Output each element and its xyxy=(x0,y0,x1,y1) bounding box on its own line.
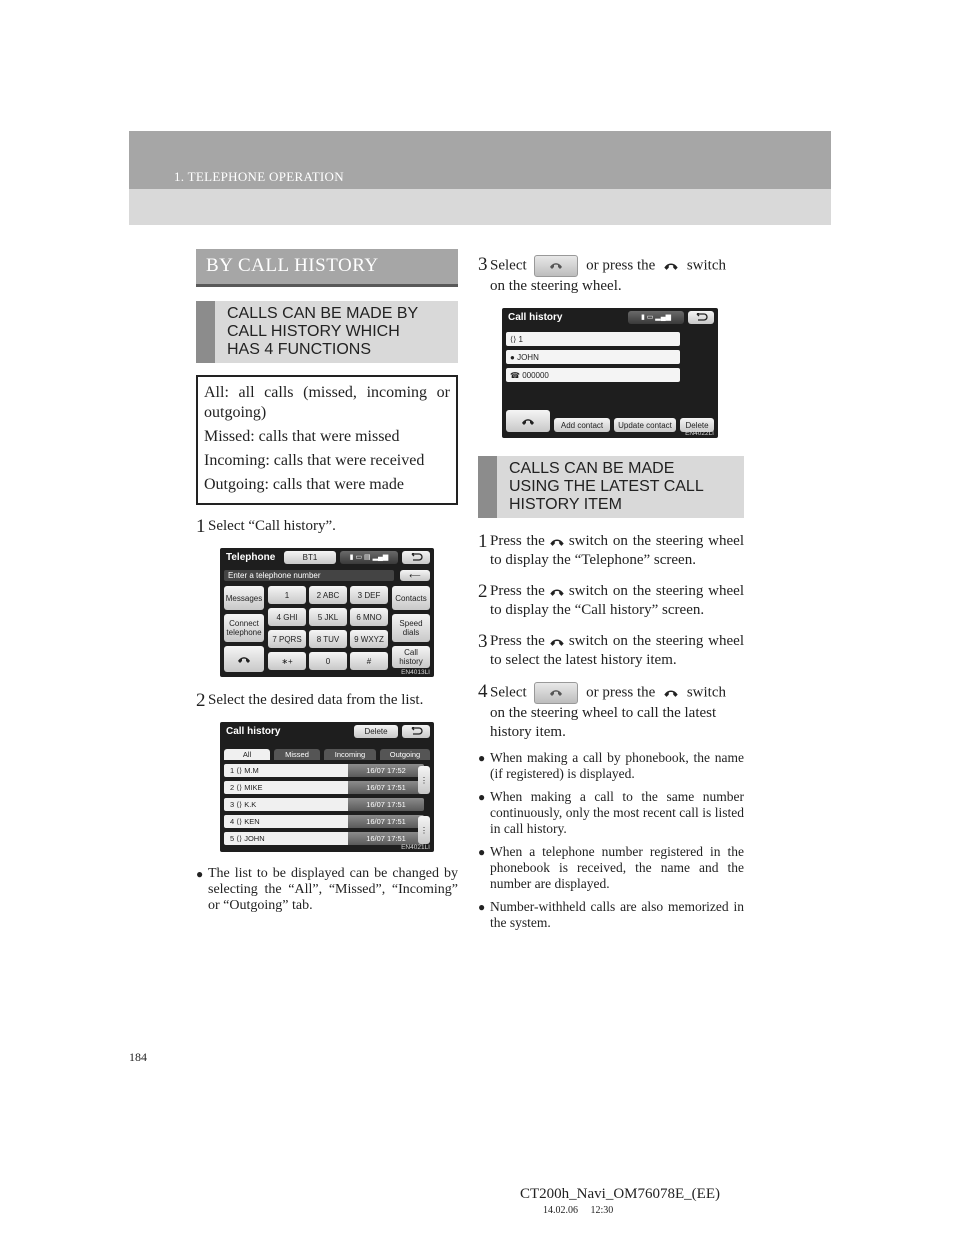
page-header xyxy=(129,131,831,225)
tab-missed[interactable]: Missed xyxy=(274,749,320,760)
phone-switch-icon xyxy=(663,261,679,271)
history-row[interactable]: 5 ⟨⟩ JOHN 16/07 17:51 xyxy=(224,832,424,845)
history-row[interactable]: 2 ⟨⟩ MIKE 16/07 17:51 xyxy=(224,781,424,794)
status-icons: ▮ ▭ ▂▄▆ xyxy=(628,311,684,324)
call-history-screenshot xyxy=(220,722,434,852)
right-column xyxy=(478,249,744,931)
figure-code: EN4013LI xyxy=(401,669,430,676)
device-button[interactable]: BT1 xyxy=(284,551,336,564)
field-name: ● JOHN xyxy=(506,350,680,364)
messages-button[interactable]: Messages xyxy=(224,586,264,610)
note-bullet: ● When making a call by phonebook, the name (if registered) is displayed. xyxy=(478,750,744,781)
key-4[interactable]: 4 GHI xyxy=(268,608,306,626)
number-input[interactable]: Enter a telephone number xyxy=(224,570,394,581)
key-6[interactable]: 6 MNO xyxy=(350,608,388,626)
add-contact-button[interactable]: Add contact xyxy=(554,418,610,432)
update-contact-button[interactable]: Update contact xyxy=(614,418,676,432)
tab-all[interactable]: All xyxy=(224,749,270,760)
key-star[interactable]: ∗+ xyxy=(268,652,306,670)
back-arrow-icon xyxy=(409,553,423,562)
print-stamp: 14.02.06 12:30 xyxy=(543,1205,614,1216)
note-bullet: ● Number-withheld calls are also memorized in the system. xyxy=(478,899,744,930)
connect-telephone-button[interactable]: Connect telephone xyxy=(224,614,264,642)
contacts-button[interactable]: Contacts xyxy=(392,586,430,610)
call-button[interactable] xyxy=(224,646,264,672)
back-button[interactable] xyxy=(688,311,714,324)
latest-step-3: 3 Press the switch on the steering wheel to select the latest history item. xyxy=(478,631,744,668)
note-bullet: ● When making a call to the same number continuously, only the most recent call is listed in call history. xyxy=(478,789,744,836)
figure-code: EN4022LI xyxy=(685,430,714,437)
backspace-button[interactable]: ⟵ xyxy=(400,570,430,581)
document-id: CT200h_Navi_OM76078E_(EE) xyxy=(520,1186,720,1202)
section-heading: 1. TELEPHONE OPERATION xyxy=(174,169,344,184)
function-missed: Missed: calls that were missed xyxy=(204,428,400,445)
phone-icon xyxy=(549,688,563,697)
phone-switch-icon xyxy=(549,587,565,597)
function-incoming: Incoming: calls that were received xyxy=(204,452,425,469)
back-button[interactable] xyxy=(402,551,430,564)
back-button[interactable] xyxy=(402,725,430,738)
phone-switch-icon xyxy=(549,637,565,647)
key-3[interactable]: 3 DEF xyxy=(350,586,388,604)
subheading-text: CALLS CAN BE MADE BY CALL HISTORY WHICH HAS 4 FUNCTIONS xyxy=(227,305,418,358)
tab-outgoing[interactable]: Outgoing xyxy=(380,749,430,760)
status-icons: ▮ ▭ ▤ ▂▄▆ xyxy=(340,551,398,564)
function-outgoing: Outgoing: calls that were made xyxy=(204,476,404,493)
back-arrow-icon xyxy=(694,313,708,322)
step-2: 2 Select the desired data from the list. xyxy=(196,690,424,711)
key-1[interactable]: 1 xyxy=(268,586,306,604)
latest-step-2: 2 Press the switch on the steering wheel to display the “Call history” screen. xyxy=(478,581,744,618)
call-button-image xyxy=(534,255,578,277)
call-button-image xyxy=(534,682,578,704)
tab-incoming[interactable]: Incoming xyxy=(324,749,376,760)
key-2[interactable]: 2 ABC xyxy=(309,586,347,604)
left-bullet: ● The list to be displayed can be changed by selecting the “All”, “Missed”, “Incoming” or “Outgoing” tab. xyxy=(196,866,458,913)
back-arrow-icon xyxy=(409,727,423,736)
note-bullet: ● When a telephone number registered in the phonebook is received, the name and the number are displayed. xyxy=(478,844,744,891)
phone-icon xyxy=(521,417,535,426)
key-9[interactable]: 9 WXYZ xyxy=(350,630,388,648)
speed-dials-button[interactable]: Speed dials xyxy=(392,614,430,642)
latest-step-1: 1 Press the switch on the steering wheel to display the “Telephone” screen. xyxy=(478,531,744,568)
subheading xyxy=(478,456,744,518)
section-title: BY CALL HISTORY xyxy=(196,249,458,287)
phone-switch-icon xyxy=(663,688,679,698)
screen-title: Call history xyxy=(508,312,563,323)
telephone-screenshot xyxy=(220,548,434,677)
scroll-up-button[interactable]: ⋮ xyxy=(418,766,430,794)
screen-title: Telephone xyxy=(226,552,276,563)
delete-button[interactable]: Delete xyxy=(680,418,714,432)
page-number: 184 xyxy=(129,1050,147,1064)
scroll-down-button[interactable]: ⋮ xyxy=(418,816,430,844)
key-hash[interactable]: # xyxy=(350,652,388,670)
history-row[interactable]: 4 ⟨⟩ KEN 16/07 17:51 xyxy=(224,815,424,828)
call-history-detail-screenshot xyxy=(502,308,718,438)
step-3-select: 3 Select or press the switch on the steering wheel. xyxy=(478,254,726,294)
phone-icon xyxy=(237,655,251,664)
field-number: ☎ 000000 xyxy=(506,368,680,382)
latest-step-4: 4 Select or press the switch on the steering wheel to call the latest history item. xyxy=(478,681,726,740)
key-5[interactable]: 5 JKL xyxy=(309,608,347,626)
functions-box xyxy=(196,375,458,505)
call-history-button[interactable]: Call history xyxy=(392,646,430,668)
step-1: 1 Select “Call history”. xyxy=(196,516,336,537)
figure-code: EN4021LI xyxy=(401,844,430,851)
key-0[interactable]: 0 xyxy=(309,652,347,670)
subheading xyxy=(196,301,458,363)
screen-title: Call history xyxy=(226,726,281,737)
delete-button[interactable]: Delete xyxy=(354,725,398,738)
history-row[interactable]: 3 ⟨⟩ K.K 16/07 17:51 xyxy=(224,798,424,811)
field-index: ⟨⟩ 1 xyxy=(506,332,680,346)
subheading-text: CALLS CAN BE MADE USING THE LATEST CALL HISTORY ITEM xyxy=(509,460,704,513)
page-footer xyxy=(520,1186,720,1216)
left-column xyxy=(196,249,458,914)
phone-icon xyxy=(549,261,563,270)
key-8[interactable]: 8 TUV xyxy=(309,630,347,648)
phone-switch-icon xyxy=(549,537,565,547)
key-7[interactable]: 7 PQRS xyxy=(268,630,306,648)
history-row[interactable]: 1 ⟨⟩ M.M 16/07 17:52 xyxy=(224,764,424,777)
call-button[interactable] xyxy=(506,410,550,432)
function-all: All: all calls (missed, incoming or outgoing) xyxy=(204,384,450,421)
